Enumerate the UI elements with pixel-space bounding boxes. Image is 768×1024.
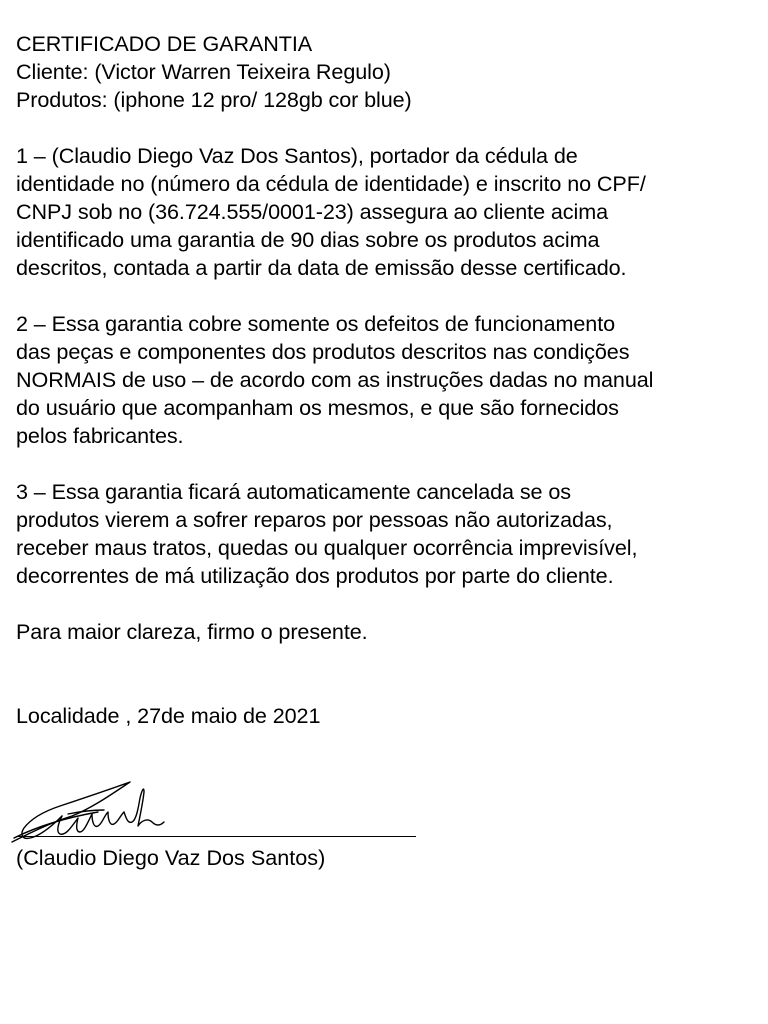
spacer [16, 114, 768, 142]
clause-line: das peças e componentes dos produtos descritos nas condições [16, 339, 630, 364]
clause-line: pelos fabricantes. [16, 423, 184, 448]
spacer [16, 646, 768, 702]
clause-3 [16, 478, 768, 590]
clause-line: 1 – (Claudio Diego Vaz Dos Santos), portador da cédula de [16, 143, 578, 168]
clause-line: identidade no (número da cédula de identidade) e inscrito no CPF/ [16, 171, 646, 196]
clause-line: receber maus tratos, quedas ou qualquer ocorrência imprevisível, [16, 535, 638, 560]
clause-line: 2 – Essa garantia cobre somente os defeitos de funcionamento [16, 311, 616, 336]
spacer [16, 590, 768, 618]
clause-line: CNPJ sob no (36.724.555/0001-23) assegura ao cliente acima [16, 199, 608, 224]
clause-line: descritos, contada a partir da data de emissão desse certificado. [16, 255, 627, 280]
place-date: Localidade , 27de maio de 2021 [16, 703, 321, 728]
products-line: Produtos: (iphone 12 pro/ 128gb cor blue) [16, 87, 412, 112]
spacer [16, 450, 768, 478]
clause-line: do usuário que acompanham os mesmos, e que são fornecidos [16, 395, 619, 420]
signer-name: (Claudio Diego Vaz Dos Santos) [16, 845, 326, 870]
clause-line: produtos vierem a sofrer reparos por pessoas não autorizadas, [16, 507, 613, 532]
clause-line: decorrentes de má utilização dos produtos por parte do cliente. [16, 563, 614, 588]
signature-line [16, 836, 416, 837]
signature-block [8, 776, 428, 876]
closing-statement: Para maior clareza, firmo o presente. [16, 619, 368, 644]
clause-line: 3 – Essa garantia ficará automaticamente cancelada se os [16, 479, 571, 504]
certificate-document [16, 30, 768, 730]
clause-line: identificado uma garantia de 90 dias sobre os produtos acima [16, 227, 600, 252]
client-line: Cliente: (Victor Warren Teixeira Regulo) [16, 59, 391, 84]
document-title: CERTIFICADO DE GARANTIA [16, 31, 313, 56]
clause-line: NORMAIS de uso – de acordo com as instruções dadas no manual [16, 367, 654, 392]
clause-2 [16, 310, 768, 450]
spacer [16, 282, 768, 310]
handwritten-signature [8, 776, 178, 848]
clause-1 [16, 142, 768, 282]
